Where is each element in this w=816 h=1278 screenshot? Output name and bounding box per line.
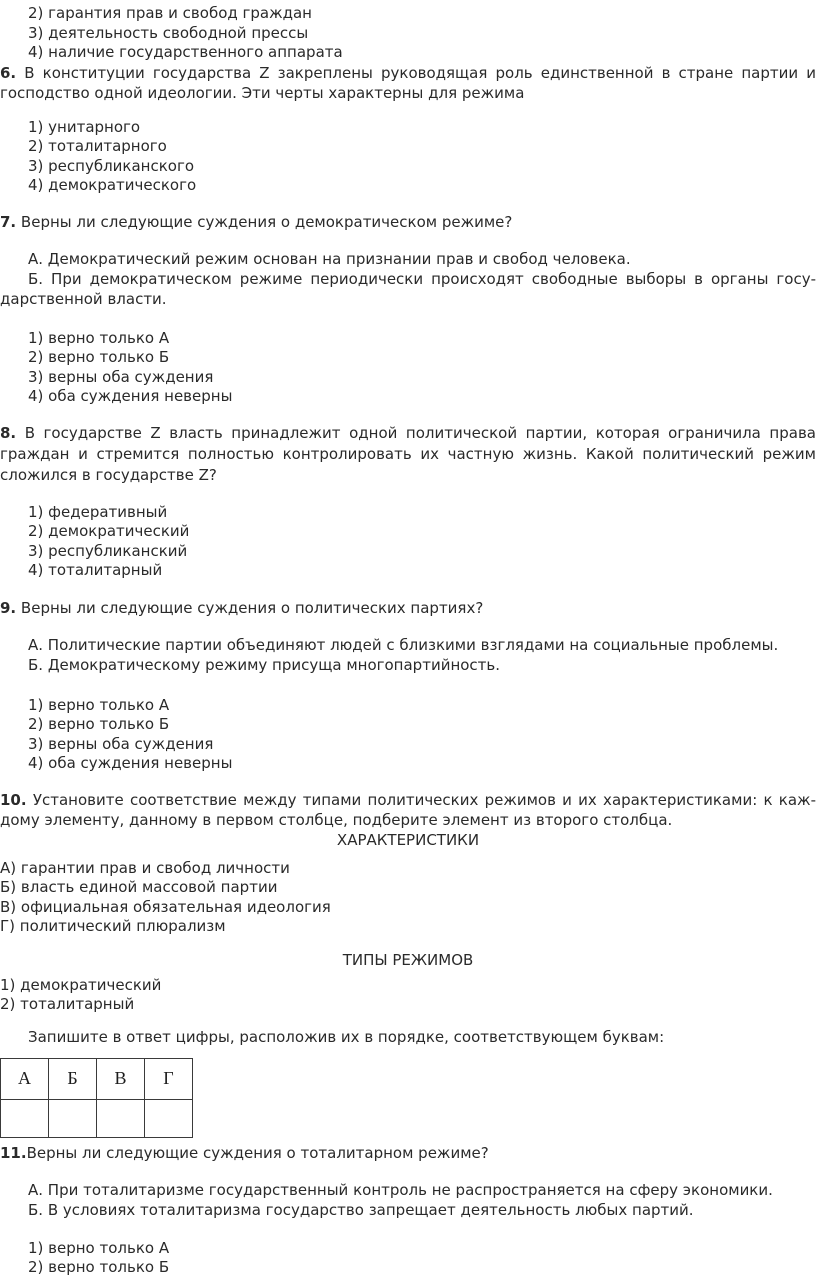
match-item: А) гарантии прав и свобод личности (0, 858, 290, 877)
answer-option: 3) верны оба суждения (28, 367, 214, 386)
answer-option: 4) оба суждения неверны (28, 387, 233, 405)
statement-b: Б. При демократическом режиме периодически происходят свободные выборы в органы государственной власти. (0, 269, 816, 308)
question-number: 7. (0, 212, 17, 231)
match-item: 2) тоталитарный (0, 995, 135, 1013)
answer-cell[interactable] (49, 1099, 97, 1137)
question-8-text (0, 423, 816, 486)
answer-option: 3) верны оба суждения (28, 734, 214, 753)
answer-option: 1) верно только А (28, 328, 170, 347)
characteristics-title: ХАРАКТЕРИСТИКИ (336, 830, 480, 849)
answer-option: 3) республиканский (28, 541, 188, 560)
answer-option: 2) гарантия прав и свобод граждан (28, 4, 312, 22)
question-8-options (0, 503, 816, 581)
answer-instruction: Запишите в ответ цифры, расположив их в порядке, соответствующем буквам: (28, 1027, 665, 1046)
answer-option: 1) верно только А (28, 1238, 170, 1257)
types-list (0, 976, 816, 1015)
match-item: Г) политический плюрализм (0, 917, 226, 935)
question-6-options (0, 118, 816, 196)
question-10-text (0, 790, 816, 830)
statement-a: А. Политические партии объединяют людей с близкими взглядами на социальные проблемы. (28, 635, 779, 654)
answer-option: 4) оба суждения неверны (28, 754, 233, 772)
question-number: 8. (0, 423, 17, 442)
question-9-options (0, 696, 816, 774)
answer-cell[interactable] (145, 1099, 193, 1137)
characteristics-list (0, 859, 816, 937)
answer-option: 1) федеративный (28, 502, 168, 521)
answer-table-header-row (1, 1058, 193, 1099)
answer-option: 1) унитарного (28, 117, 141, 136)
question-body: Верны ли следующие суждения о тоталитарном режиме? (26, 1143, 489, 1162)
answer-option: 4) наличие государственного аппарата (28, 43, 343, 61)
question-5-options (0, 4, 816, 63)
question-number: 9. (0, 598, 17, 617)
answer-table-header: Б (49, 1058, 97, 1099)
question-11-text (0, 1143, 816, 1163)
question-7-options (0, 329, 816, 407)
match-item: В) официальная обязательная идеология (0, 897, 331, 916)
match-item: Б) власть единой массовой партии (0, 878, 278, 896)
answer-table-input-row (1, 1099, 193, 1137)
answer-table-header: В (97, 1058, 145, 1099)
types-title: ТИПЫ РЕЖИМОВ (342, 950, 474, 969)
question-body: Верны ли следующие суждения о демократическом режиме? (20, 212, 513, 231)
statement-a: А. При тоталитаризме государственный контроль не распространяется на сферу экономики. (28, 1180, 773, 1199)
question-7-text (0, 212, 816, 232)
answer-cell[interactable] (1, 1099, 49, 1137)
answer-option: 2) верно только Б (28, 715, 170, 733)
answer-option: 4) тоталитарный (28, 561, 163, 579)
statement-a: А. Демократический режим основан на признании прав и свобод человека. (28, 249, 631, 268)
question-body: Верны ли следующие суждения о политических партиях? (20, 598, 484, 617)
answer-table-header: Г (145, 1058, 193, 1099)
match-item: 1) демократический (0, 975, 162, 994)
question-body: В государстве Z власть принадлежит одной политической партии, которая ограничила права граждан и стремится полностью контролировать их частную жизнь. Какой политический режим сложился в государстве Z? (0, 423, 816, 484)
answer-option: 2) верно только Б (28, 1258, 170, 1276)
statement-b: Б. Демократическому режиму присуща многопартийность. (28, 655, 501, 674)
answer-table-header: А (1, 1058, 49, 1099)
question-body: Установите соответствие между типами политических режимов и их характеристиками: к каждому элементу, данному в первом столбце, подберите элемент из второго столбца. (0, 790, 816, 829)
answer-option: 4) демократического (28, 176, 197, 194)
answer-table (0, 1058, 193, 1138)
question-body: В конституции государства Z закреплены руководящая роль единственной в стране партии и господство одной идеологии. Эти черты характерны для режима (0, 63, 816, 102)
answer-option: 2) тоталитарного (28, 137, 167, 155)
statement-b: Б. В условиях тоталитаризма государство запрещает деятельность любых партий. (28, 1200, 694, 1219)
answer-option: 3) республиканского (28, 156, 195, 175)
answer-option: 1) верно только А (28, 695, 170, 714)
question-11-statements (0, 1180, 816, 1220)
question-number: 10. (0, 790, 27, 809)
answer-option: 2) демократический (28, 522, 190, 540)
question-number: 6. (0, 63, 17, 82)
question-number: 11. (0, 1143, 27, 1162)
question-6-text (0, 63, 816, 103)
question-7-statements (0, 249, 816, 309)
question-9-statements (0, 635, 816, 675)
answer-option: 2) верно только Б (28, 348, 170, 366)
answer-option: 3) деятельность свободной прессы (28, 23, 309, 42)
answer-cell[interactable] (97, 1099, 145, 1137)
question-9-text (0, 598, 816, 618)
